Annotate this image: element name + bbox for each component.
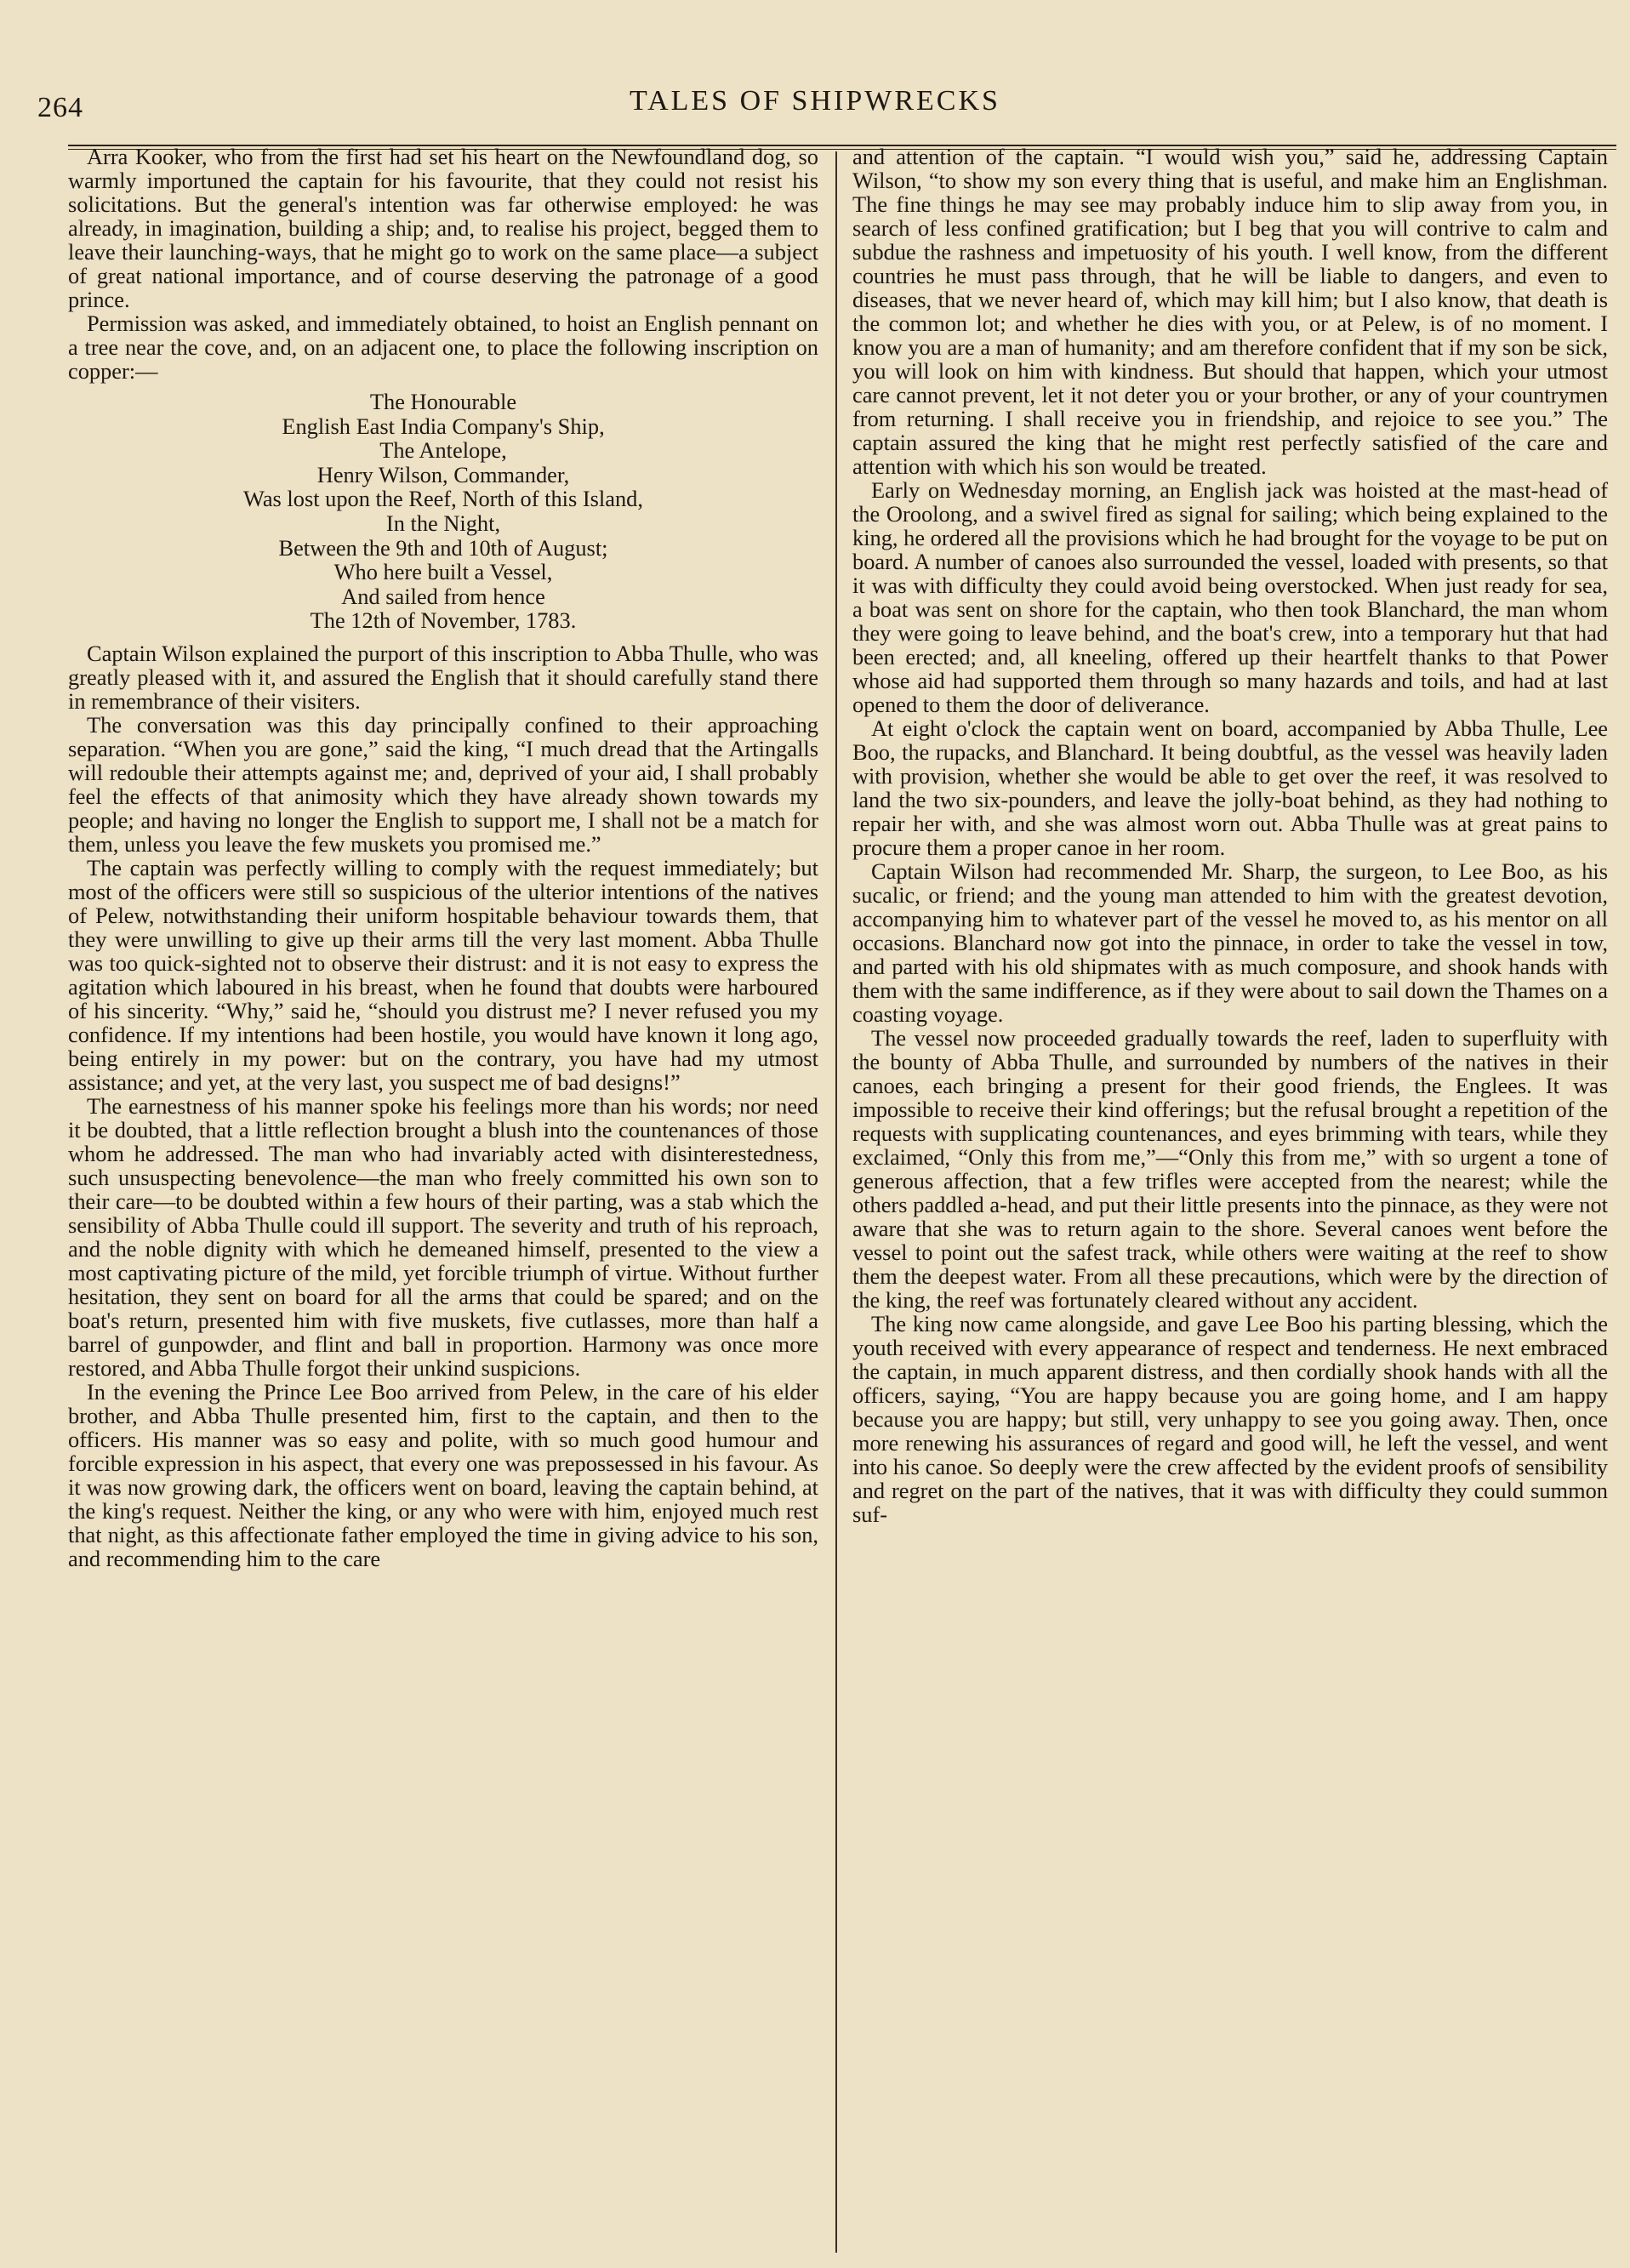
inscription-line: The 12th of November, 1783.	[310, 607, 577, 634]
paragraph: Arra Kooker, who from the first had set his heart on the Newfoundland dog, so warmly importuned the captain for his favourite, that they could not resist his solicitations. But the general's intention was far otherwise employed: he was already, in imagination, building a ship; and, to realise his project, begged them to leave their launching-ways, that he might go to work on the same place—a subject of great national importance, and of course deserving the patronage of a good prince.	[68, 144, 818, 312]
inscription-line: Was lost upon the Reef, North of this Island,	[243, 486, 643, 512]
paragraph: Captain Wilson had recommended Mr. Sharp, the surgeon, to Lee Boo, as his sucalic, or friend; and the young man attended to him with the greatest devotion, accompanying him to whatever part of the vessel he moved to, as his mentor on all occasions. Blanchard now got into the pinnace, in order to take the vessel in tow, and parted with his old shipmates with as much composure, and shook hands with them with the same indifference, as if they were about to sail down the Thames on a coasting voyage.	[852, 858, 1608, 1027]
paragraph: The earnestness of his manner spoke his feelings more than his words; nor need it be doubted, that a little reflection brought a blush into the countenances of those whom he addressed. The man who had invariably acted with disinterestedness, such unsuspecting benevolence—the man who freely committed his own son to their care—to be doubted within a few hours of their parting, was a stab which the sensibility of Abba Thulle could ill support. The severity and truth of his reproach, and the noble dignity with which he demeaned himself, presented to the view a most captivating picture of the mild, yet forcible triumph of virtue. Without further hesitation, they sent on board for all the arms that could be spared; and on the boat's return, presented him with five muskets, five cutlasses, more than half a barrel of gunpowder, and flint and ball in proportion. Harmony was once more restored, and Abba Thulle forgot their unkind suspicions.	[68, 1092, 818, 1381]
paragraph: The vessel now proceeded gradually towards the reef, laden to superfluity with the bounty of Abba Thulle, and surrounded by numbers of the natives in their canoes, each bringing a present for their good friends, the Englees. It was impossible to receive their kind offerings; but the refusal brought a repetition of the requests with supplicating countenances, and eyes brimming with tears, while they exclaimed, “Only this from me,”—“Only this from me,” with so urgent a tone of generous affection, that a few trifles were accepted from the nearest; while the others paddled a-head, and put their little presents into the pinnace, as they were not aware that she was to return again to the shore. Several canoes went before the vessel to point out the safest track, while others were waiting at the reef to show them the deepest water. From all these precautions, which were by the direction of the king, the reef was fortunately cleared without any accident.	[852, 1025, 1608, 1313]
paragraph: and attention of the captain. “I would wish you,” said he, addressing Captain Wilson, “to show my son every thing that is useful, and make him an Englishman. The fine things he may see may probably induce him to slip away from you, in search of less confined gratification; but I beg that you will contrive to calm and subdue the rashness and impetuosity of his youth. I well know, from the different countries he must pass through, that he will be liable to dangers, and even to diseases, that we never heard of, which may kill him; but I also know, that death is the common lot; and whether he dies with you, or at Pelew, is of no moment. I know you are a man of humanity; and am therefore confident that if my son be sick, you will look on him with kindness. But should that happen, which your utmost care cannot prevent, let it not deter you or your brother, or any of your countrymen from returning. I shall receive you in friendship, and rejoice to see you.” The captain assured the king that he might rest perfectly satisfied of the care and attention with which his son would be treated.	[852, 144, 1608, 479]
column-divider	[835, 151, 837, 2253]
paragraph: Early on Wednesday morning, an English jack was hoisted at the mast-head of the Oroolong, and a swivel fired as signal for sailing; which being explained to the king, he ordered all the provisions which he had brought for the voyage to be put on board. A number of canoes also surrounded the vessel, loaded with presents, so that it was with difficulty they could avoid being overstocked. When just ready for sea, a boat was sent on shore for the captain, who then took Blanchard, the man whom they were going to leave behind, and the boat's crew, into a temporary hut that had been erected; and, all kneeling, offered up their heartfelt thanks to that Power whose aid had supported them through so many hazards and toils, and had at last opened to them the door of deliverance.	[852, 477, 1608, 717]
inscription-line: English East India Company's Ship,	[282, 413, 605, 439]
paragraph: At eight o'clock the captain went on board, accompanied by Abba Thulle, Lee Boo, the rupacks, and Blanchard. It being doubtful, as the vessel was heavily laden with provision, whether she would be able to get over the reef, it was resolved to land the two six-pounders, and leave the jolly-boat behind, as they had nothing to repair her with, and she was almost worn out. Abba Thulle was at great pains to procure them a proper canoe in her room.	[852, 715, 1608, 860]
paragraph: The king now came alongside, and gave Lee Boo his parting blessing, which the youth received with every appearance of respect and tenderness. He next embraced the captain, in much apparent distress, and then cordially shook hands with all the officers, saying, “You are happy because you are going home, and I am happy because you are happy; but still, very unhappy to see you going away. Then, once more renewing his assurances of regard and good will, he left the vessel, and went into his canoe. So deeply were the crew affected by the evident proofs of sensibility and regret on the part of the natives, that it was with difficulty they could summon suf-	[852, 1311, 1608, 1527]
left-column	[68, 145, 818, 1570]
page-number: 264	[37, 92, 83, 123]
inscription-line: Who here built a Vessel,	[333, 559, 553, 585]
inscription-line: And sailed from hence	[341, 583, 545, 609]
paragraph: Permission was asked, and immediately obtained, to hoist an English pennant on a tree near the cove, and, on an adjacent one, to place the following inscription on copper:—	[68, 311, 818, 384]
inscription-line: Henry Wilson, Commander,	[316, 461, 570, 487]
paragraph: In the evening the Prince Lee Boo arrived from Pelew, in the care of his elder brother, and Abba Thulle presented him, first to the captain, and then to the officers. His manner was so easy and polite, with so much good humour and forcible expression in his aspect, that every one was prepossessed in his favour. As it was now growing dark, the officers went on board, leaving the captain behind, at the king's request. Neither the king, or any who were with him, enjoyed much rest that night, as this affectionate father employed the time in giving advice to his son, and recommending him to the care	[68, 1378, 818, 1571]
right-column	[852, 145, 1608, 1526]
inscription-line: In the Night,	[385, 510, 501, 536]
paragraph: The captain was perfectly willing to comply with the request immediately; but most of the officers were still so suspicious of the ulterior intentions of the natives of Pelew, notwithstanding their uniform hospitable behaviour towards them, that they were unwilling to give up their arms till the very last moment. Abba Thulle was too quick-sighted not to observe their distrust: and it is not easy to express the agitation which laboured in his breast, when he found that doubts were harboured of his sincerity. “Why,” said he, “should you distrust me? I never refused you my confidence. If my intentions had been hostile, you would have known it long ago, being entirely in my power: but on the contrary, you have had my utmost assistance; and yet, at the very last, you suspect me of bad designs!”	[68, 854, 818, 1095]
copper-inscription	[68, 390, 818, 633]
inscription-line: The Honourable	[369, 389, 517, 414]
paragraph: The conversation was this day principally confined to their approaching separation. “When you are gone,” said the king, “I much dread that the Artingalls will redouble their attempts against me; and, deprived of your aid, I shall probably feel the effects of that animosity which they have already shown towards my people; and having no longer the English to support me, I shall not be a match for them, unless you leave the few muskets you promised me.”	[68, 711, 818, 857]
inscription-line: Between the 9th and 10th of August;	[278, 534, 608, 561]
running-head: TALES OF SHIPWRECKS	[630, 85, 1000, 117]
paragraph: Captain Wilson explained the purport of this inscription to Abba Thulle, who was greatly pleased with it, and assured the English that it should carefully stand there in remembrance of their visiters.	[68, 640, 818, 714]
inscription-line: The Antelope,	[379, 437, 507, 464]
